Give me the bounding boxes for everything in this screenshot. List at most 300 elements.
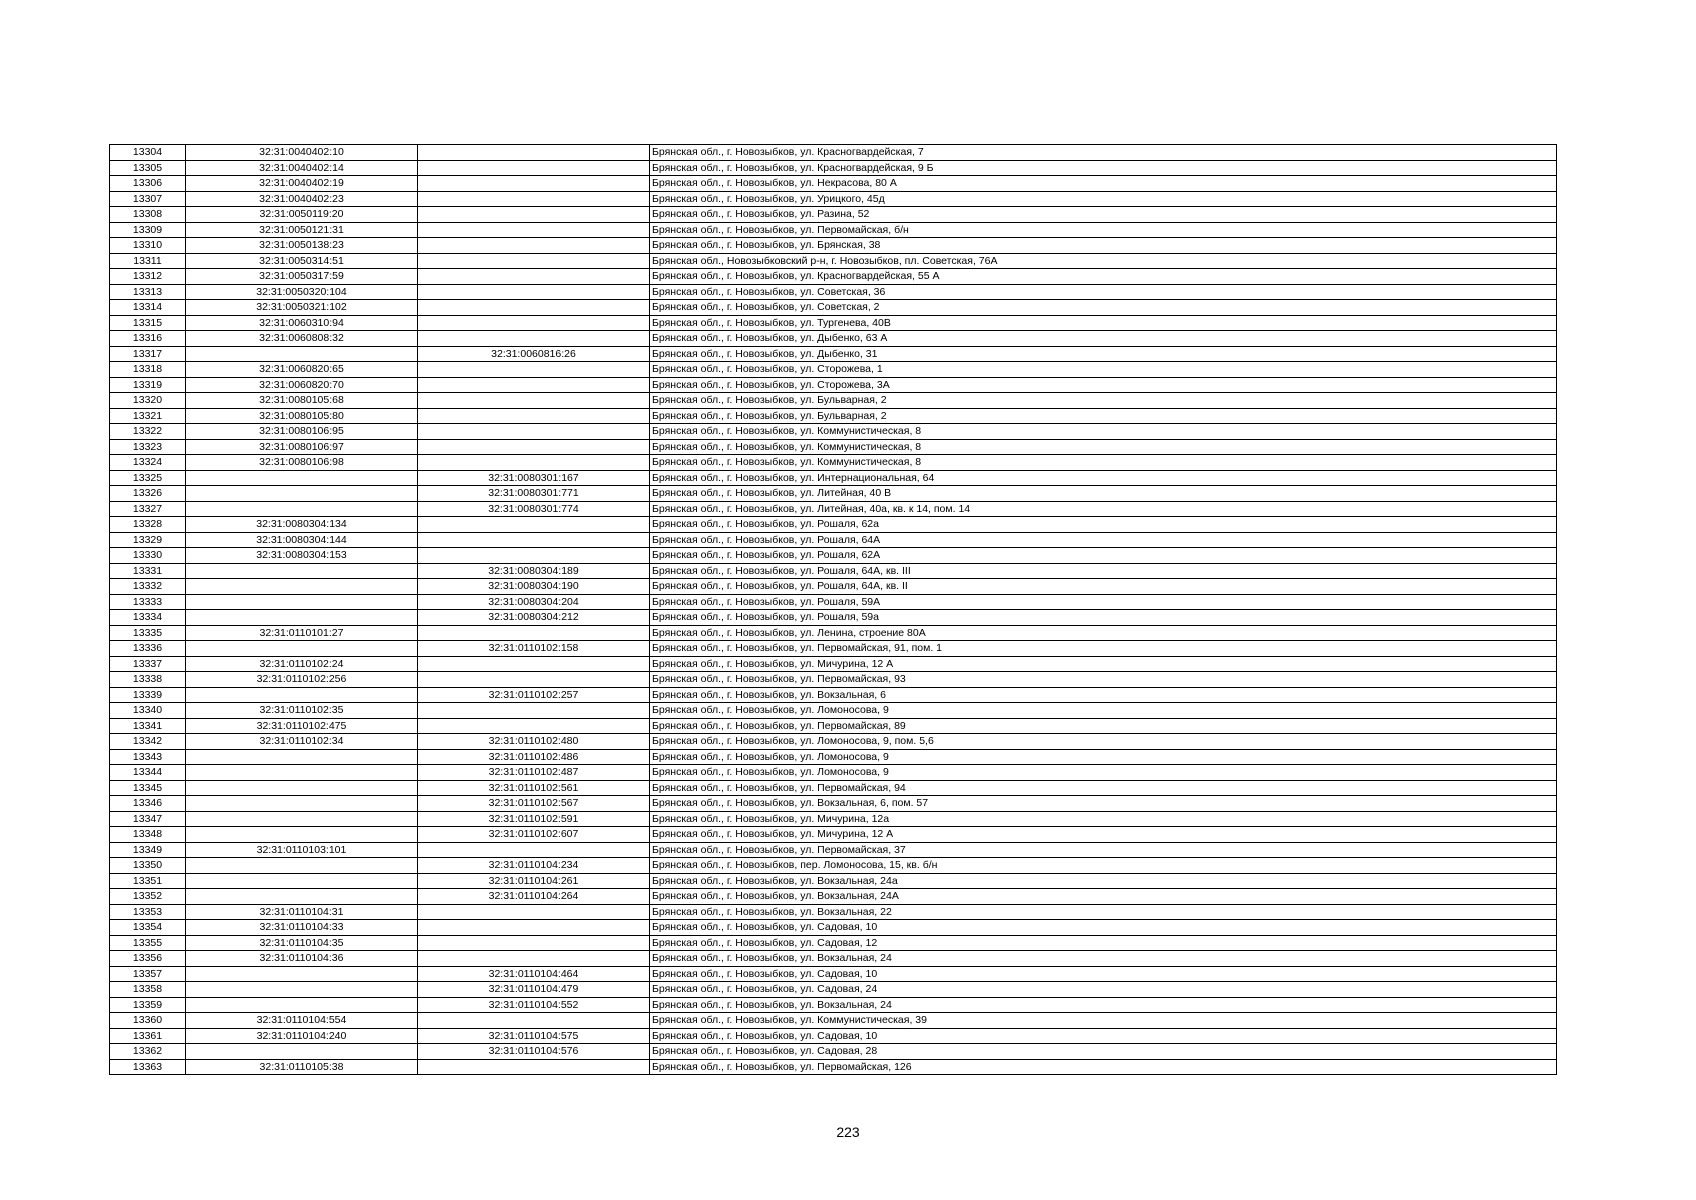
address-cell: Брянская обл., г. Новозыбков, ул. Ломоносова, 9	[650, 765, 1557, 781]
cadastral-number-2-cell: 32:31:0110104:576	[418, 1044, 650, 1060]
table-row	[110, 269, 1557, 285]
table-row	[110, 222, 1557, 238]
cadastral-number-2-cell: 32:31:0110104:464	[418, 966, 650, 982]
row-number-cell: 13347	[110, 811, 186, 827]
cadastral-number-2-cell: 32:31:0110104:575	[418, 1028, 650, 1044]
row-number-cell: 13352	[110, 889, 186, 905]
address-cell: Брянская обл., г. Новозыбков, ул. Бульварная, 2	[650, 408, 1557, 424]
cadastral-number-2-cell: 32:31:0080301:167	[418, 470, 650, 486]
row-number-cell: 13308	[110, 207, 186, 223]
cadastral-number-cell	[186, 966, 418, 982]
cadastral-number-cell: 32:31:0110103:101	[186, 842, 418, 858]
table-row	[110, 687, 1557, 703]
address-cell: Брянская обл., г. Новозыбков, ул. Красногвардейская, 7	[650, 145, 1557, 161]
row-number-cell: 13346	[110, 796, 186, 812]
row-number-cell: 13315	[110, 315, 186, 331]
cadastral-number-2-cell	[418, 393, 650, 409]
cadastral-number-2-cell: 32:31:0110102:607	[418, 827, 650, 843]
cadastral-table	[109, 144, 1557, 1075]
row-number-cell: 13343	[110, 749, 186, 765]
row-number-cell: 13336	[110, 641, 186, 657]
row-number-cell: 13358	[110, 982, 186, 998]
row-number-cell: 13349	[110, 842, 186, 858]
cadastral-number-2-cell	[418, 455, 650, 471]
cadastral-number-cell	[186, 594, 418, 610]
table-row	[110, 393, 1557, 409]
cadastral-number-cell	[186, 563, 418, 579]
address-cell: Брянская обл., г. Новозыбков, ул. Садовая, 10	[650, 966, 1557, 982]
row-number-cell: 13337	[110, 656, 186, 672]
cadastral-number-cell	[186, 858, 418, 874]
address-cell: Брянская обл., г. Новозыбков, ул. Литейная, 40а, кв. к 14, пом. 14	[650, 501, 1557, 517]
row-number-cell: 13362	[110, 1044, 186, 1060]
cadastral-number-cell	[186, 470, 418, 486]
cadastral-number-cell: 32:31:0060808:32	[186, 331, 418, 347]
table-row	[110, 238, 1557, 254]
table-row	[110, 532, 1557, 548]
table-row	[110, 439, 1557, 455]
address-cell: Брянская обл., г. Новозыбков, ул. Рошаля, 62а	[650, 517, 1557, 533]
address-cell: Брянская обл., г. Новозыбков, ул. Дыбенко, 31	[650, 346, 1557, 362]
cadastral-number-cell: 32:31:0110104:35	[186, 935, 418, 951]
cadastral-number-cell: 32:31:0110104:33	[186, 920, 418, 936]
table-row	[110, 749, 1557, 765]
cadastral-number-cell: 32:31:0050314:51	[186, 253, 418, 269]
cadastral-number-cell: 32:31:0110104:554	[186, 1013, 418, 1029]
cadastral-number-2-cell	[418, 517, 650, 533]
cadastral-number-cell: 32:31:0080105:68	[186, 393, 418, 409]
cadastral-number-2-cell: 32:31:0110104:264	[418, 889, 650, 905]
cadastral-number-cell: 32:31:0110102:256	[186, 672, 418, 688]
row-number-cell: 13311	[110, 253, 186, 269]
cadastral-number-cell: 32:31:0040402:23	[186, 191, 418, 207]
address-cell: Брянская обл., г. Новозыбков, ул. Рошаля, 59а	[650, 610, 1557, 626]
table-row	[110, 594, 1557, 610]
address-cell: Брянская обл., г. Новозыбков, ул. Мичурина, 12 А	[650, 656, 1557, 672]
address-cell: Брянская обл., г. Новозыбков, ул. Сторожева, 1	[650, 362, 1557, 378]
row-number-cell: 13314	[110, 300, 186, 316]
cadastral-number-cell	[186, 641, 418, 657]
address-cell: Брянская обл., г. Новозыбков, ул. Первомайская, 93	[650, 672, 1557, 688]
cadastral-number-2-cell: 32:31:0110102:561	[418, 780, 650, 796]
row-number-cell: 13348	[110, 827, 186, 843]
address-cell: Брянская обл., г. Новозыбков, ул. Садовая, 28	[650, 1044, 1557, 1060]
row-number-cell: 13341	[110, 718, 186, 734]
cadastral-number-2-cell: 32:31:0080301:774	[418, 501, 650, 517]
table-row	[110, 780, 1557, 796]
row-number-cell: 13304	[110, 145, 186, 161]
row-number-cell: 13313	[110, 284, 186, 300]
row-number-cell: 13339	[110, 687, 186, 703]
address-cell: Брянская обл., г. Новозыбков, ул. Коммунистическая, 39	[650, 1013, 1557, 1029]
address-cell: Брянская обл., г. Новозыбков, пер. Ломоносова, 15, кв. б/н	[650, 858, 1557, 874]
cadastral-number-2-cell: 32:31:0110102:257	[418, 687, 650, 703]
table-row	[110, 1059, 1557, 1075]
cadastral-number-2-cell	[418, 238, 650, 254]
cadastral-number-cell: 32:31:0050320:104	[186, 284, 418, 300]
cadastral-number-cell: 32:31:0110102:24	[186, 656, 418, 672]
row-number-cell: 13360	[110, 1013, 186, 1029]
cadastral-number-cell: 32:31:0110104:240	[186, 1028, 418, 1044]
row-number-cell: 13312	[110, 269, 186, 285]
address-cell: Брянская обл., г. Новозыбков, ул. Ломоносова, 9	[650, 703, 1557, 719]
table-row	[110, 1028, 1557, 1044]
cadastral-number-cell	[186, 796, 418, 812]
table-row	[110, 1044, 1557, 1060]
cadastral-number-2-cell: 32:31:0110102:487	[418, 765, 650, 781]
address-cell: Брянская обл., г. Новозыбков, ул. Первомайская, б/н	[650, 222, 1557, 238]
table-row	[110, 377, 1557, 393]
cadastral-number-cell: 32:31:0080304:144	[186, 532, 418, 548]
cadastral-number-2-cell	[418, 672, 650, 688]
cadastral-number-cell: 32:31:0060820:65	[186, 362, 418, 378]
row-number-cell: 13350	[110, 858, 186, 874]
table-row	[110, 346, 1557, 362]
address-cell: Брянская обл., г. Новозыбков, ул. Мичурина, 12 А	[650, 827, 1557, 843]
address-cell: Брянская обл., г. Новозыбков, ул. Урицкого, 45д	[650, 191, 1557, 207]
address-cell: Брянская обл., г. Новозыбков, ул. Садовая, 12	[650, 935, 1557, 951]
cadastral-number-cell	[186, 889, 418, 905]
cadastral-number-2-cell: 32:31:0080304:189	[418, 563, 650, 579]
row-number-cell: 13363	[110, 1059, 186, 1075]
address-cell: Брянская обл., г. Новозыбков, ул. Тургенева, 40В	[650, 315, 1557, 331]
cadastral-number-2-cell	[418, 842, 650, 858]
table-row	[110, 625, 1557, 641]
row-number-cell: 13326	[110, 486, 186, 502]
table-row	[110, 145, 1557, 161]
row-number-cell: 13327	[110, 501, 186, 517]
table-row	[110, 300, 1557, 316]
row-number-cell: 13318	[110, 362, 186, 378]
address-cell: Брянская обл., г. Новозыбков, ул. Вокзальная, 24а	[650, 873, 1557, 889]
address-cell: Брянская обл., г. Новозыбков, ул. Коммунистическая, 8	[650, 424, 1557, 440]
cadastral-number-cell: 32:31:0110104:31	[186, 904, 418, 920]
cadastral-number-2-cell	[418, 951, 650, 967]
cadastral-number-cell	[186, 982, 418, 998]
cadastral-number-cell: 32:31:0040402:10	[186, 145, 418, 161]
table-row	[110, 997, 1557, 1013]
cadastral-number-2-cell	[418, 718, 650, 734]
table-row	[110, 517, 1557, 533]
table-row	[110, 641, 1557, 657]
row-number-cell: 13305	[110, 160, 186, 176]
address-cell: Брянская обл., г. Новозыбков, ул. Некрасова, 80 А	[650, 176, 1557, 192]
address-cell: Брянская обл., г. Новозыбков, ул. Вокзальная, 6	[650, 687, 1557, 703]
row-number-cell: 13331	[110, 563, 186, 579]
cadastral-number-2-cell: 32:31:0080304:204	[418, 594, 650, 610]
cadastral-number-2-cell	[418, 377, 650, 393]
address-cell: Брянская обл., г. Новозыбков, ул. Сторожева, 3А	[650, 377, 1557, 393]
table-row	[110, 176, 1557, 192]
table-row	[110, 455, 1557, 471]
row-number-cell: 13353	[110, 904, 186, 920]
table-row	[110, 331, 1557, 347]
address-cell: Брянская обл., г. Новозыбков, ул. Первомайская, 91, пом. 1	[650, 641, 1557, 657]
address-cell: Брянская обл., г. Новозыбков, ул. Вокзальная, 24А	[650, 889, 1557, 905]
cadastral-number-2-cell	[418, 284, 650, 300]
cadastral-number-cell	[186, 687, 418, 703]
address-cell: Брянская обл., г. Новозыбков, ул. Рошаля, 64А, кв. II	[650, 579, 1557, 595]
table-row	[110, 315, 1557, 331]
address-cell: Брянская обл., г. Новозыбков, ул. Рошаля, 59А	[650, 594, 1557, 610]
table-row	[110, 718, 1557, 734]
cadastral-number-2-cell: 32:31:0080301:771	[418, 486, 650, 502]
address-cell: Брянская обл., г. Новозыбков, ул. Рошаля, 62А	[650, 548, 1557, 564]
address-cell: Брянская обл., г. Новозыбков, ул. Красногвардейская, 55 А	[650, 269, 1557, 285]
row-number-cell: 13356	[110, 951, 186, 967]
row-number-cell: 13306	[110, 176, 186, 192]
cadastral-number-cell: 32:31:0050121:31	[186, 222, 418, 238]
cadastral-number-2-cell	[418, 439, 650, 455]
row-number-cell: 13319	[110, 377, 186, 393]
table-row	[110, 191, 1557, 207]
row-number-cell: 13325	[110, 470, 186, 486]
row-number-cell: 13328	[110, 517, 186, 533]
table-row	[110, 548, 1557, 564]
row-number-cell: 13344	[110, 765, 186, 781]
cadastral-number-2-cell	[418, 269, 650, 285]
row-number-cell: 13316	[110, 331, 186, 347]
cadastral-number-2-cell: 32:31:0110104:552	[418, 997, 650, 1013]
address-cell: Брянская обл., г. Новозыбков, ул. Вокзальная, 24	[650, 997, 1557, 1013]
table-row	[110, 253, 1557, 269]
row-number-cell: 13329	[110, 532, 186, 548]
cadastral-number-2-cell: 32:31:0110104:234	[418, 858, 650, 874]
address-cell: Брянская обл., г. Новозыбков, ул. Первомайская, 37	[650, 842, 1557, 858]
address-cell: Брянская обл., г. Новозыбков, ул. Рошаля, 64А, кв. III	[650, 563, 1557, 579]
table-row	[110, 656, 1557, 672]
cadastral-number-cell: 32:31:0080105:80	[186, 408, 418, 424]
cadastral-number-2-cell: 32:31:0110102:486	[418, 749, 650, 765]
table-row	[110, 982, 1557, 998]
cadastral-number-2-cell	[418, 935, 650, 951]
row-number-cell: 13321	[110, 408, 186, 424]
row-number-cell: 13307	[110, 191, 186, 207]
table-row	[110, 765, 1557, 781]
address-cell: Брянская обл., г. Новозыбков, ул. Ломоносова, 9	[650, 749, 1557, 765]
cadastral-number-cell: 32:31:0050119:20	[186, 207, 418, 223]
cadastral-number-cell: 32:31:0080106:97	[186, 439, 418, 455]
cadastral-number-2-cell	[418, 331, 650, 347]
address-cell: Брянская обл., г. Новозыбков, ул. Садовая, 10	[650, 920, 1557, 936]
cadastral-number-2-cell	[418, 920, 650, 936]
table-row	[110, 920, 1557, 936]
cadastral-number-cell	[186, 749, 418, 765]
cadastral-number-cell	[186, 780, 418, 796]
cadastral-number-cell	[186, 501, 418, 517]
cadastral-number-2-cell	[418, 625, 650, 641]
table-row	[110, 563, 1557, 579]
cadastral-number-cell: 32:31:0080304:153	[186, 548, 418, 564]
table-row	[110, 703, 1557, 719]
address-cell: Брянская обл., г. Новозыбков, ул. Первомайская, 94	[650, 780, 1557, 796]
cadastral-number-cell: 32:31:0110102:35	[186, 703, 418, 719]
cadastral-number-cell: 32:31:0110104:36	[186, 951, 418, 967]
address-cell: Брянская обл., г. Новозыбков, ул. Брянская, 38	[650, 238, 1557, 254]
row-number-cell: 13333	[110, 594, 186, 610]
address-cell: Брянская обл., г. Новозыбков, ул. Вокзальная, 22	[650, 904, 1557, 920]
cadastral-number-cell: 32:31:0110102:475	[186, 718, 418, 734]
address-cell: Брянская обл., г. Новозыбков, ул. Разина, 52	[650, 207, 1557, 223]
table-row	[110, 408, 1557, 424]
cadastral-number-2-cell: 32:31:0110104:479	[418, 982, 650, 998]
address-cell: Брянская обл., г. Новозыбков, ул. Коммунистическая, 8	[650, 439, 1557, 455]
address-cell: Брянская обл., г. Новозыбков, ул. Советская, 2	[650, 300, 1557, 316]
row-number-cell: 13357	[110, 966, 186, 982]
table-row	[110, 966, 1557, 982]
table-row	[110, 1013, 1557, 1029]
row-number-cell: 13324	[110, 455, 186, 471]
table-row	[110, 951, 1557, 967]
row-number-cell: 13351	[110, 873, 186, 889]
cadastral-number-cell	[186, 827, 418, 843]
row-number-cell: 13310	[110, 238, 186, 254]
row-number-cell: 13359	[110, 997, 186, 1013]
cadastral-number-cell	[186, 873, 418, 889]
cadastral-number-2-cell	[418, 362, 650, 378]
cadastral-number-2-cell	[418, 408, 650, 424]
cadastral-number-cell	[186, 765, 418, 781]
cadastral-number-2-cell	[418, 191, 650, 207]
address-cell: Брянская обл., г. Новозыбков, ул. Советская, 36	[650, 284, 1557, 300]
address-cell: Брянская обл., г. Новозыбков, ул. Дыбенко, 63 А	[650, 331, 1557, 347]
table-row	[110, 610, 1557, 626]
document-sheet	[109, 144, 1557, 1075]
cadastral-number-cell	[186, 346, 418, 362]
cadastral-number-cell: 32:31:0080106:98	[186, 455, 418, 471]
table-row	[110, 734, 1557, 750]
row-number-cell: 13345	[110, 780, 186, 796]
cadastral-number-2-cell: 32:31:0080304:212	[418, 610, 650, 626]
cadastral-number-2-cell	[418, 1013, 650, 1029]
table-row	[110, 889, 1557, 905]
row-number-cell: 13354	[110, 920, 186, 936]
cadastral-number-cell: 32:31:0040402:14	[186, 160, 418, 176]
cadastral-number-2-cell	[418, 176, 650, 192]
address-cell: Брянская обл., г. Новозыбков, ул. Ленина, строение 80А	[650, 625, 1557, 641]
row-number-cell: 13317	[110, 346, 186, 362]
cadastral-number-2-cell: 32:31:0110102:591	[418, 811, 650, 827]
table-row	[110, 284, 1557, 300]
cadastral-number-2-cell: 32:31:0110102:480	[418, 734, 650, 750]
cadastral-number-2-cell	[418, 315, 650, 331]
address-cell: Брянская обл., г. Новозыбков, ул. Интернациональная, 64	[650, 470, 1557, 486]
table-row	[110, 842, 1557, 858]
cadastral-number-2-cell	[418, 703, 650, 719]
table-row	[110, 424, 1557, 440]
address-cell: Брянская обл., г. Новозыбков, ул. Первомайская, 126	[650, 1059, 1557, 1075]
cadastral-number-cell: 32:31:0110101:27	[186, 625, 418, 641]
table-row	[110, 796, 1557, 812]
cadastral-number-cell: 32:31:0050317:59	[186, 269, 418, 285]
row-number-cell: 13323	[110, 439, 186, 455]
cadastral-number-2-cell	[418, 300, 650, 316]
address-cell: Брянская обл., Новозыбковский р-н, г. Новозыбков, пл. Советская, 76А	[650, 253, 1557, 269]
table-row	[110, 160, 1557, 176]
cadastral-number-2-cell	[418, 904, 650, 920]
address-cell: Брянская обл., г. Новозыбков, ул. Красногвардейская, 9 Б	[650, 160, 1557, 176]
cadastral-number-cell	[186, 486, 418, 502]
cadastral-number-2-cell	[418, 160, 650, 176]
cadastral-number-cell: 32:31:0060310:94	[186, 315, 418, 331]
row-number-cell: 13338	[110, 672, 186, 688]
table-row	[110, 470, 1557, 486]
table-row	[110, 935, 1557, 951]
table-row	[110, 873, 1557, 889]
cadastral-number-2-cell: 32:31:0080304:190	[418, 579, 650, 595]
cadastral-number-2-cell	[418, 548, 650, 564]
cadastral-number-cell: 32:31:0110105:38	[186, 1059, 418, 1075]
row-number-cell: 13340	[110, 703, 186, 719]
table-row	[110, 207, 1557, 223]
address-cell: Брянская обл., г. Новозыбков, ул. Вокзальная, 24	[650, 951, 1557, 967]
row-number-cell: 13342	[110, 734, 186, 750]
cadastral-number-2-cell	[418, 656, 650, 672]
cadastral-number-cell	[186, 811, 418, 827]
page-number: 223	[836, 1124, 860, 1140]
table-row	[110, 486, 1557, 502]
cadastral-number-2-cell: 32:31:0110102:158	[418, 641, 650, 657]
cadastral-number-cell	[186, 1044, 418, 1060]
cadastral-number-2-cell	[418, 222, 650, 238]
cadastral-number-2-cell: 32:31:0110104:261	[418, 873, 650, 889]
address-cell: Брянская обл., г. Новозыбков, ул. Бульварная, 2	[650, 393, 1557, 409]
table-row	[110, 579, 1557, 595]
table-row	[110, 672, 1557, 688]
table-row	[110, 827, 1557, 843]
address-cell: Брянская обл., г. Новозыбков, ул. Мичурина, 12а	[650, 811, 1557, 827]
address-cell: Брянская обл., г. Новозыбков, ул. Коммунистическая, 8	[650, 455, 1557, 471]
cadastral-number-cell	[186, 997, 418, 1013]
address-cell: Брянская обл., г. Новозыбков, ул. Ломоносова, 9, пом. 5,6	[650, 734, 1557, 750]
address-cell: Брянская обл., г. Новозыбков, ул. Рошаля, 64А	[650, 532, 1557, 548]
table-row	[110, 904, 1557, 920]
cadastral-number-cell: 32:31:0060820:70	[186, 377, 418, 393]
row-number-cell: 13334	[110, 610, 186, 626]
address-cell: Брянская обл., г. Новозыбков, ул. Вокзальная, 6, пом. 57	[650, 796, 1557, 812]
cadastral-number-2-cell: 32:31:0110102:567	[418, 796, 650, 812]
address-cell: Брянская обл., г. Новозыбков, ул. Садовая, 10	[650, 1028, 1557, 1044]
table-body	[110, 145, 1557, 1075]
row-number-cell: 13361	[110, 1028, 186, 1044]
cadastral-number-cell: 32:31:0050321:102	[186, 300, 418, 316]
table-row	[110, 501, 1557, 517]
address-cell: Брянская обл., г. Новозыбков, ул. Литейная, 40 В	[650, 486, 1557, 502]
row-number-cell: 13309	[110, 222, 186, 238]
cadastral-number-2-cell	[418, 532, 650, 548]
cadastral-number-2-cell	[418, 1059, 650, 1075]
table-row	[110, 811, 1557, 827]
cadastral-number-2-cell	[418, 145, 650, 161]
table-row	[110, 858, 1557, 874]
cadastral-number-cell	[186, 610, 418, 626]
cadastral-number-cell: 32:31:0040402:19	[186, 176, 418, 192]
address-cell: Брянская обл., г. Новозыбков, ул. Первомайская, 89	[650, 718, 1557, 734]
cadastral-number-cell: 32:31:0080106:95	[186, 424, 418, 440]
table-row	[110, 362, 1557, 378]
cadastral-number-cell: 32:31:0080304:134	[186, 517, 418, 533]
cadastral-number-2-cell	[418, 207, 650, 223]
row-number-cell: 13332	[110, 579, 186, 595]
cadastral-number-cell: 32:31:0110102:34	[186, 734, 418, 750]
row-number-cell: 13335	[110, 625, 186, 641]
row-number-cell: 13330	[110, 548, 186, 564]
row-number-cell: 13355	[110, 935, 186, 951]
row-number-cell: 13320	[110, 393, 186, 409]
cadastral-number-cell: 32:31:0050138:23	[186, 238, 418, 254]
address-cell: Брянская обл., г. Новозыбков, ул. Садовая, 24	[650, 982, 1557, 998]
cadastral-number-cell	[186, 579, 418, 595]
